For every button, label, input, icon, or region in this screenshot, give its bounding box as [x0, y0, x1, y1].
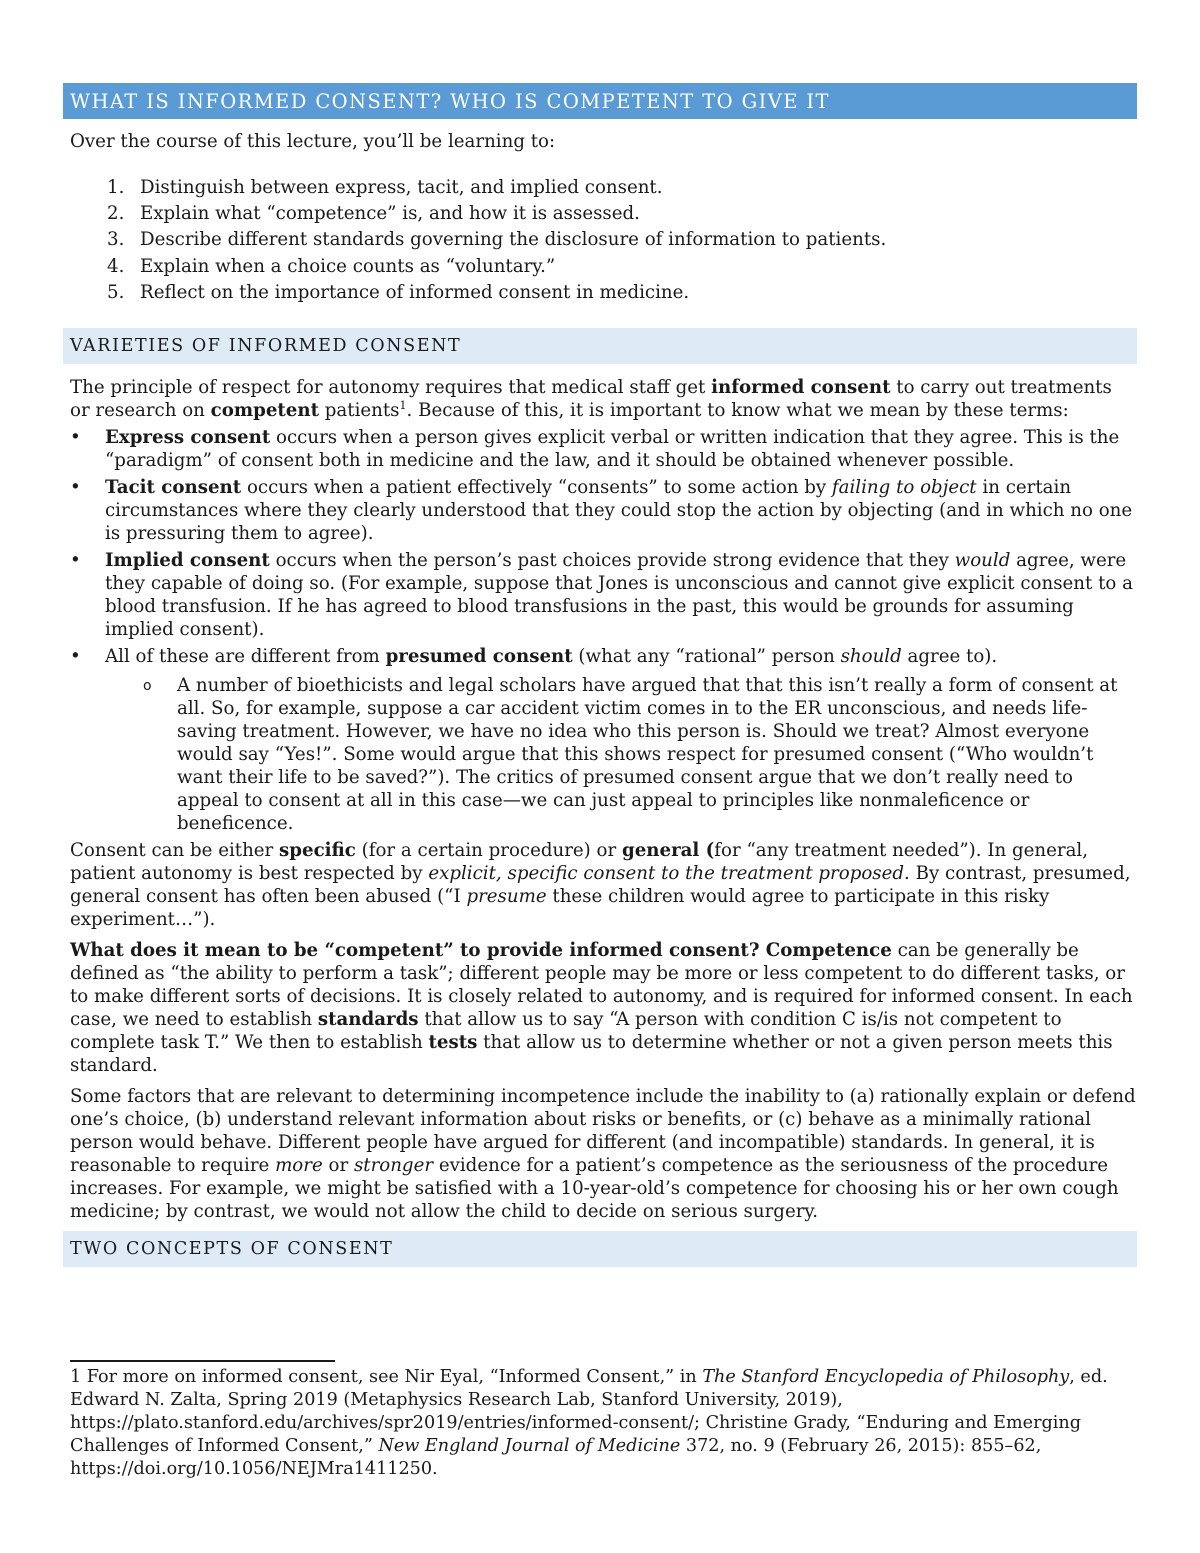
sub-bullet-icon: o	[143, 678, 152, 695]
list-item: 4. Explain when a choice counts as “voluntary.”	[107, 255, 556, 277]
competence-paragraph: What does it mean to be “competent” to provide informed consent? Competence can be generally be defined as “the ability to perform a task”; different people may be more or less competent to do different tasks, or to make different sorts of decisions. It is closely related to autonomy, and is required for informed consent. In each case, we need to establish standards that allow us to say “A person with condition C is/is not competent to complete task T.” We then to establish tests that allow us to determine whether or not a given person meets this standard.	[70, 940, 1133, 1077]
main-heading: WHAT IS INFORMED CONSENT? WHO IS COMPETENT TO GIVE IT	[63, 83, 1137, 119]
section-heading-varieties: VARIETIES OF INFORMED CONSENT	[63, 328, 1137, 364]
footnote-ref[interactable]: 1	[399, 398, 407, 412]
list-item: 3. Describe different standards governing the disclosure of information to patients.	[107, 229, 887, 251]
intro-text: Over the course of this lecture, you’ll be learning to:	[70, 131, 556, 152]
list-item: 5. Reflect on the importance of informed consent in medicine.	[107, 281, 690, 303]
list-item-express: • Express consent occurs when a person gives explicit verbal or written indication that they agree. This is the “paradigm” of consent both in medicine and the law, and it should be obtained whenever possible.	[70, 427, 1120, 472]
bullet-icon: •	[70, 477, 81, 499]
list-item: 2. Explain what “competence” is, and how it is assessed.	[107, 203, 640, 225]
list-item-implied: • Implied consent occurs when the person’s past choices provide strong evidence that they would agree, were they capable of doing so. (For example, suppose that Jones is unconscious and cannot give explicit consent to a blood transfusion. If he has agreed to blood transfusions in the past, this would be grounds for assuming implied consent).	[70, 550, 1133, 641]
bullet-icon: •	[70, 550, 81, 572]
consent-types-list	[63, 426, 1137, 835]
list-item: 1. Distinguish between express, tacit, and implied consent.	[107, 177, 663, 198]
objectives-list	[63, 175, 1137, 306]
list-item-presumed-note: o A number of bioethicists and legal scholars have argued that that this isn’t really a form of consent at all. So, for example, suppose a car accident victim comes in to the ER unconscious, and needs life-saving treatment. However, we have no idea who this person is. Should we treat? Almost everyone would say “Yes!”. Some would argue that this shows respect for presumed consent (“Who wouldn’t want their life to be saved?”). The critics of presumed consent argue that we don’t really need to appeal to consent at all in this case—we can just appeal to principles like nonmaleficence or beneficence.	[143, 675, 1118, 835]
list-item-presumed: • All of these are different from presumed consent (what any “rational” person should agree to). o A number of bioethicists and legal scholars have argued that that this isn’t really a form of consent at all. So, for example, suppose a car accident victim comes in to the ER unconscious, and needs life-saving treatment. However, we have no idea who this person is. Should we treat? Almost everyone would say “Yes!”. Some would argue that this shows respect for presumed consent (“Who wouldn’t want their life to be saved?”). The critics of presumed consent argue that we don’t really need to appeal to consent at all in this case—we can just appeal to principles like nonmaleficence or beneficence.	[63, 645, 1137, 835]
footnote-separator	[70, 1360, 335, 1362]
section-heading-two-concepts: TWO CONCEPTS OF CONSENT	[63, 1231, 1137, 1267]
specific-general-paragraph: Consent can be either specific (for a certain procedure) or general (for “any treatment needed”). In general, patient autonomy is best respected by explicit, specific consent to the treatment proposed. By contrast, presumed, general consent has often been abused (“I presume these children would agree to participate in this risky experiment…”).	[70, 840, 1131, 931]
bullet-icon: •	[70, 427, 81, 449]
incompetence-factors-paragraph: Some factors that are relevant to determining incompetence include the inability to (a) rationally explain or defend one’s choice, (b) understand relevant information about risks or benefits, or (c) behave as a minimally rational person would behave. Different people have argued for different (and incompatible) standards. In general, it is reasonable to require more or stronger evidence for a patient’s competence as the seriousness of the procedure increases. For example, we might be satisfied with a 10-year-old’s competence for choosing his or her own cough medicine; by contrast, we would not allow the child to decide on serious surgery.	[70, 1086, 1136, 1223]
varieties-intro: The principle of respect for autonomy requires that medical staff get informed consent to carry out treatments or research on competent patients$^1$. Because of this, it is important to know what we mean by these terms:	[70, 377, 1112, 422]
page-content	[63, 83, 1137, 1267]
footnote-1: 1 For more on informed consent, see Nir Eyal, “Informed Consent,” in The Stanford Encyclopedia of Philosophy, ed. Edward N. Zalta, Spring 2019 (Metaphysics Research Lab, Stanford University, 2019), https://plato.stanford.edu/archives/spr2019/entries/informed-consent/; Christine Grady, “Enduring and Emerging Challenges of Informed Consent,” New England Journal of Medicine 372, no. 9 (February 26, 2015): 855–62, https://doi.org/10.1056/NEJMra1411250.	[70, 1367, 1108, 1479]
bullet-icon: •	[70, 646, 81, 668]
presumed-sublist	[105, 674, 1137, 835]
list-item-tacit: • Tacit consent occurs when a patient effectively “consents” to some action by failing to object in certain circumstances where they clearly understood that they could stop the action by objecting (and in which no one is pressuring them to agree).	[70, 477, 1133, 545]
